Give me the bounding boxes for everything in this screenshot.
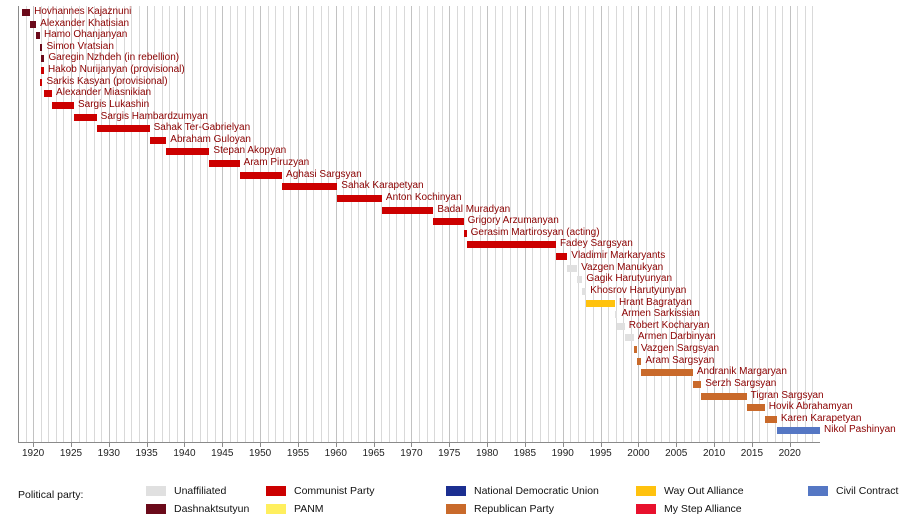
bar-label: Hrant Bagratyan xyxy=(618,296,692,308)
bar-label: Aram Piruzyan xyxy=(243,157,310,169)
axis-tick xyxy=(714,443,715,447)
table-row xyxy=(18,424,896,436)
table-row xyxy=(18,332,820,343)
table-row xyxy=(18,251,820,262)
table-row xyxy=(18,344,820,355)
timeline-bar xyxy=(97,125,150,132)
axis-tick xyxy=(184,443,185,447)
bar-label: Grigory Arzumanyan xyxy=(467,215,559,227)
table-row xyxy=(18,263,820,274)
table-row xyxy=(18,100,820,111)
axis-tick xyxy=(298,443,299,447)
table-row xyxy=(18,158,820,169)
axis-tick xyxy=(71,443,72,447)
bar-label: Simon Vratsian xyxy=(46,40,114,52)
bar-label: Vazgen Manukyan xyxy=(581,261,664,273)
bar-label: Alexander Miasnikian xyxy=(56,87,152,99)
axis-tick xyxy=(601,443,602,447)
axis-tick-label: 2005 xyxy=(665,448,688,459)
timeline-bar xyxy=(641,369,692,376)
timeline-bar xyxy=(282,183,337,190)
timeline-bar xyxy=(693,381,701,388)
timeline-bar xyxy=(617,323,625,330)
axis-tick-label: 1970 xyxy=(400,448,423,459)
timeline-bar xyxy=(150,137,167,144)
timeline-bar xyxy=(36,32,40,39)
timeline-bar xyxy=(337,195,382,202)
legend-swatch xyxy=(266,504,286,514)
bar-label: Abraham Guloyan xyxy=(170,133,251,145)
table-row xyxy=(18,274,820,285)
legend-swatch xyxy=(266,486,286,496)
axis-tick xyxy=(487,443,488,447)
legend-swatch xyxy=(446,504,466,514)
table-row xyxy=(18,146,820,157)
bar-label: Hovhannes Kajaznuni xyxy=(34,6,132,17)
timeline-bar xyxy=(637,358,642,365)
legend-label: National Democratic Union xyxy=(474,485,599,497)
table-row xyxy=(18,379,820,390)
axis-tick-label: 1920 xyxy=(22,448,45,459)
axis-tick xyxy=(790,443,791,447)
axis-tick xyxy=(109,443,110,447)
chart-legend xyxy=(18,482,899,518)
timeline-bar xyxy=(467,241,556,248)
table-row xyxy=(18,239,820,250)
table-row xyxy=(18,216,820,227)
axis-tick xyxy=(563,443,564,447)
axis-tick-label: 2015 xyxy=(740,448,764,459)
axis-tick-label: 1945 xyxy=(211,448,234,459)
bar-label: Hakob Nurijanyan (provisional) xyxy=(47,64,185,76)
bar-label: Armen Sarkissian xyxy=(621,308,700,320)
timeline-bar xyxy=(41,55,45,62)
legend-swatch xyxy=(446,486,466,496)
table-row xyxy=(18,53,820,64)
table-row xyxy=(18,88,820,99)
timeline-bar xyxy=(40,79,43,86)
timeline-bar xyxy=(634,346,637,353)
timeline-bar xyxy=(615,311,618,318)
legend-swatch xyxy=(146,504,166,514)
axis-tick xyxy=(336,443,337,447)
axis-tick-label: 1925 xyxy=(59,448,83,459)
bar-label: Andranik Margaryan xyxy=(696,366,787,378)
axis-tick xyxy=(33,443,34,447)
axis-tick xyxy=(222,443,223,447)
axis-tick-label: 1965 xyxy=(362,448,385,459)
timeline-bar xyxy=(22,9,30,16)
legend-label: Republican Party xyxy=(474,503,554,515)
table-row xyxy=(18,205,820,216)
x-axis xyxy=(18,443,820,463)
bar-label: Vazgen Sargsyan xyxy=(640,343,720,355)
axis-tick-label: 1995 xyxy=(589,448,612,459)
legend-label: PANM xyxy=(294,503,324,515)
axis-tick-label: 2000 xyxy=(627,448,650,459)
axis-tick-label: 1990 xyxy=(551,448,574,459)
bar-label: Badal Muradyan xyxy=(437,203,511,215)
timeline-bar xyxy=(464,230,467,237)
timeline-bar xyxy=(701,393,746,400)
timeline-bar xyxy=(166,148,209,155)
bar-label: Sahak Ter-Gabrielyan xyxy=(153,122,251,134)
bar-label: Garegin Nzhdeh (in rebellion) xyxy=(48,52,180,64)
bar-label: Khosrov Harutyunyan xyxy=(590,284,687,296)
bar-label: Fadey Sargsyan xyxy=(559,238,633,250)
axis-tick-label: 1955 xyxy=(286,448,310,459)
timeline-bar xyxy=(240,172,282,179)
axis-tick-label: 2010 xyxy=(702,448,726,459)
table-row xyxy=(18,309,820,320)
legend-title: Political party: xyxy=(18,489,84,501)
axis-tick-label: 1930 xyxy=(97,448,120,459)
axis-tick-label: 2020 xyxy=(778,448,801,459)
timeline-bar xyxy=(582,288,586,295)
timeline-bar xyxy=(433,218,463,225)
legend-label: Communist Party xyxy=(294,485,375,497)
legend-label: Dashnaktsutyun xyxy=(174,503,250,515)
axis-tick xyxy=(260,443,261,447)
legend-swatch xyxy=(146,486,166,496)
axis-tick-label: 1935 xyxy=(135,448,158,459)
timeline-bar xyxy=(44,90,52,97)
table-row xyxy=(18,228,820,239)
legend-label: Civil Contract xyxy=(836,485,899,497)
timeline-bar xyxy=(567,265,577,272)
timeline-bar xyxy=(777,427,820,434)
timeline-bar xyxy=(747,404,765,411)
axis-tick xyxy=(525,443,526,447)
timeline-bar xyxy=(625,334,634,341)
table-row xyxy=(18,65,820,76)
table-row xyxy=(18,286,820,297)
timeline-bar xyxy=(52,102,74,109)
table-row xyxy=(18,30,820,41)
bar-label: Anton Kochinyan xyxy=(385,191,462,203)
table-row xyxy=(18,42,820,53)
timeline-bar xyxy=(382,207,433,214)
bar-label: Aghasi Sargsyan xyxy=(286,168,362,180)
axis-tick xyxy=(638,443,639,447)
axis-tick xyxy=(676,443,677,447)
bar-label: Aram Sargsyan xyxy=(645,354,715,366)
timeline-bar xyxy=(209,160,239,167)
table-row xyxy=(18,193,820,204)
bar-label: Gerasim Martirosyan (acting) xyxy=(470,226,600,238)
legend-label: Way Out Alliance xyxy=(664,485,744,497)
timeline-bar xyxy=(40,44,43,51)
table-row xyxy=(18,170,820,181)
legend-swatch xyxy=(636,486,656,496)
table-row xyxy=(18,181,820,192)
table-row xyxy=(18,298,820,309)
bar-label: Alexander Khatisian xyxy=(40,17,130,29)
table-row xyxy=(18,367,820,378)
axis-tick xyxy=(449,443,450,447)
bar-label: Nikol Pashinyan xyxy=(824,424,896,436)
axis-tick-label: 1960 xyxy=(324,448,347,459)
table-row xyxy=(18,7,820,18)
table-row xyxy=(18,112,820,123)
timeline-bar xyxy=(41,67,44,74)
table-row xyxy=(18,123,820,134)
axis-tick-label: 1950 xyxy=(248,448,272,459)
axis-tick xyxy=(374,443,375,447)
bar-label: Sargis Hambardzumyan xyxy=(100,110,208,122)
plot-area xyxy=(18,6,896,443)
timeline-bar xyxy=(74,114,97,121)
bar-label: Sargis Lukashin xyxy=(77,98,150,110)
axis-tick-label: 1985 xyxy=(513,448,537,459)
timeline-bar xyxy=(765,416,777,423)
timeline-bar xyxy=(556,253,567,260)
timeline-bar xyxy=(586,300,615,307)
legend-swatch xyxy=(636,504,656,514)
axis-tick xyxy=(147,443,148,447)
legend-label: My Step Alliance xyxy=(664,503,742,515)
axis-tick-label: 1940 xyxy=(173,448,196,459)
bar-label: Armen Darbinyan xyxy=(637,331,716,343)
axis-tick xyxy=(752,443,753,447)
bar-label: Tigran Sargsyan xyxy=(750,389,824,401)
axis-tick-label: 1980 xyxy=(475,448,499,459)
bar-label: Robert Kocharyan xyxy=(628,319,710,331)
legend-label: Unaffiliated xyxy=(174,485,227,497)
bar-label: Hamo Ohanjanyan xyxy=(43,29,128,41)
table-row xyxy=(18,356,820,367)
bar-label: Hovik Abrahamyan xyxy=(768,401,853,413)
bar-label: Gagik Harutyunyan xyxy=(586,273,673,285)
axis-tick-label: 1975 xyxy=(438,448,461,459)
bar-label: Karen Karapetyan xyxy=(780,412,862,424)
bar-label: Sahak Karapetyan xyxy=(341,180,424,192)
bar-label: Sarkis Kasyan (provisional) xyxy=(46,75,168,87)
table-row xyxy=(18,412,862,425)
axis-tick xyxy=(411,443,412,447)
bar-label: Stepan Akopyan xyxy=(213,145,287,157)
table-row xyxy=(18,321,820,332)
table-row xyxy=(18,389,824,402)
timeline-bar xyxy=(30,21,36,28)
table-row xyxy=(18,19,820,30)
bar-label: Serzh Sargsyan xyxy=(705,377,777,389)
table-row xyxy=(18,77,820,88)
table-row xyxy=(18,135,820,146)
table-row xyxy=(18,401,853,413)
bar-label: Vladimir Markaryants xyxy=(571,250,666,262)
legend-swatch xyxy=(808,486,828,496)
timeline-bar xyxy=(577,276,582,283)
